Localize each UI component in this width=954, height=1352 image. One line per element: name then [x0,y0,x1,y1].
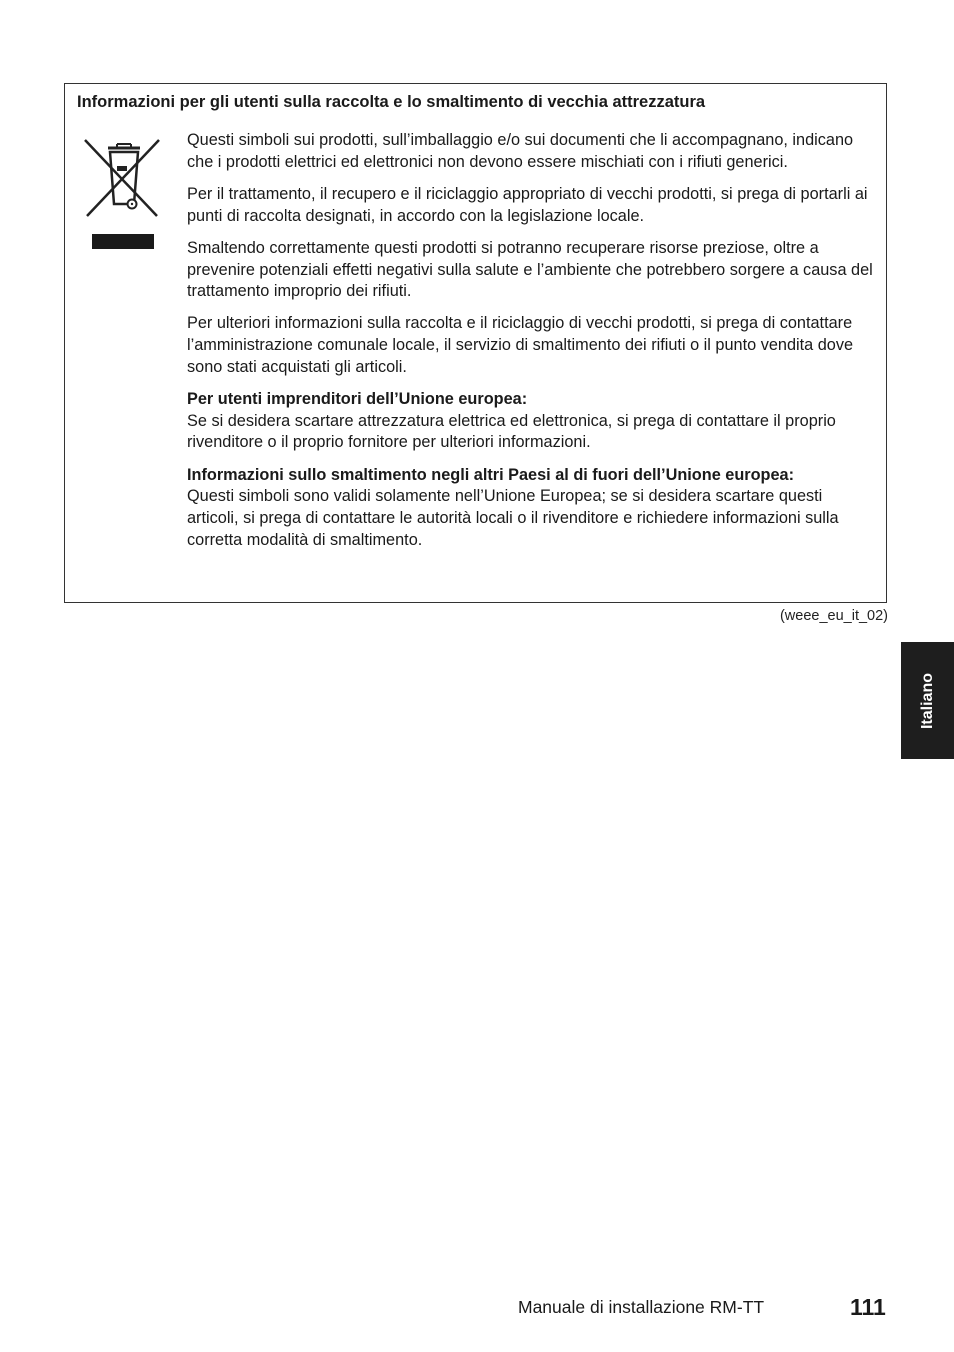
notice-body [187,130,877,562]
business-text: Se si desidera scartare attrezzatura elettrica ed elettronica, si prega di contattare il proprio rivenditore o il proprio fornitore per ulteriori informazioni. [187,411,836,452]
language-tab-label: Italiano [918,672,936,729]
notice-paragraph-3: Smaltendo correttamente questi prodotti si potranno recuperare risorse preziose, oltre a prevenire potenziali effetti negativi sulla salute e l’ambiente che potrebbero sorgere a causa del trattamento improprio dei rifiuti. [187,238,873,301]
notice-paragraph-1: Questi simboli sui prodotti, sull’imballaggio e/o sui documenti che li accompagnano, indicano che i prodotti elettrici ed elettronici non devono essere mischiati con i rifiuti generici. [187,131,854,171]
crossed-out-wheelie-bin-icon [83,138,161,250]
footer-manual-title: Manuale di installazione RM-TT [518,1297,765,1317]
weee-notice-box [64,83,887,603]
notice-paragraph-2: Per il trattamento, il recupero e il riciclaggio appropriato di vecchi prodotti, si prega di portarli ai punti di raccolta designati, in accordo con la legislazione locale. [187,184,868,225]
language-tab [901,642,954,759]
business-heading: Per utenti imprenditori dell’Unione europea: [187,390,528,409]
reference-code: (weee_eu_it_02) [779,608,888,624]
notice-title: Informazioni per gli utenti sulla raccolta e lo smaltimento di vecchia attrezzatura [77,93,706,111]
notice-paragraph-4: Per ulteriori informazioni sulla raccolta e il riciclaggio di vecchi prodotti, si prega di contattare l’amministrazione comunale locale, il servizio di smaltimento dei rifiuti o il punto vendita dove sono stati acquistati gli articoli. [187,314,854,376]
outside-eu-text: Questi simboli sono validi solamente nell’Unione Europea; se si desidera scartare questi articoli, si prega di contattare le autorità locali o il rivenditore e richiedere informazioni sulla corretta modalità di smaltimento. [187,487,839,549]
outside-eu-heading: Informazioni sullo smaltimento negli altri Paesi al di fuori dell’Unione europea: [187,465,795,484]
page-number: 111 [850,1294,886,1320]
